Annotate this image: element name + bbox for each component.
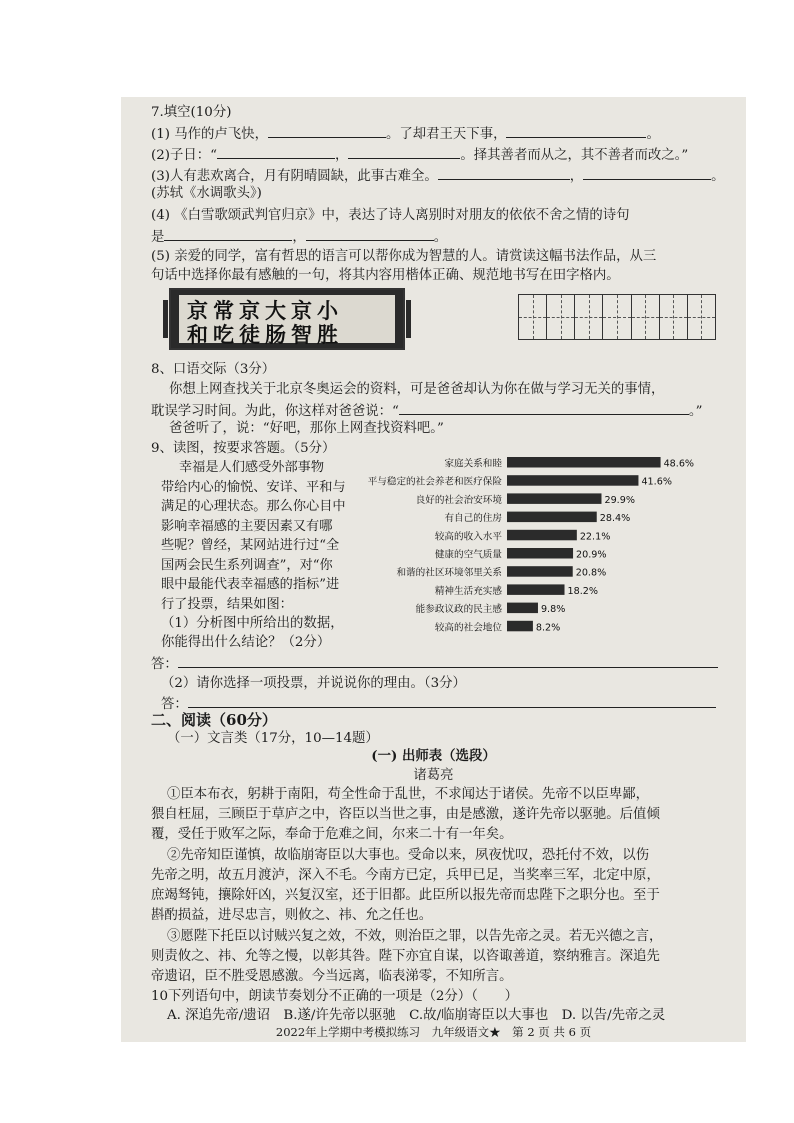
q10-options[interactable]: A. 深追先帝/遗诏 B.遂/许先帝以驱驰 C.故/临崩寄臣以大事也 D. 以告/先帝之灵	[167, 1008, 666, 1023]
grid-cell[interactable]	[575, 295, 603, 339]
blank[interactable]	[306, 226, 434, 241]
value-label: 20.8%	[575, 567, 607, 579]
value-label: 28.4%	[599, 513, 631, 525]
grid-cell[interactable]	[519, 295, 547, 339]
q7-line3: (3)人有悲欢离合，月有阴晴圆缺，此事古难全。 ， 。	[151, 165, 728, 186]
q7-line4: (4) 《白雪歌颂武判官归京》中，表达了诗人离别时对朋友的依依不舍之情的诗句	[151, 208, 630, 223]
page-footer: 2022年上学期中考模拟练习 九年级语文★ 第 2 页 共 6 页	[275, 1025, 592, 1039]
bar	[507, 548, 573, 559]
bar	[507, 566, 573, 577]
q9-sub1b: 你能得出什么结论？（2分）	[161, 635, 331, 650]
grid-cell[interactable]	[688, 295, 715, 339]
category-label: 和谐的社区环境邻里关系	[396, 567, 502, 579]
essay-title: (一) 出师表（选段）	[371, 748, 496, 764]
calligraphy-row-2: 和吃徒肠智胜	[187, 322, 343, 347]
category-label: 平与稳定的社会养老和医疗保险	[367, 476, 502, 488]
calligraphy-row-1: 京常京大京小	[187, 298, 343, 323]
blank[interactable]	[506, 123, 646, 138]
q7-line3-source: (苏轼《水调歌头》)	[151, 186, 262, 201]
q7-title: 7.填空(10分)	[151, 105, 232, 120]
bar	[507, 603, 538, 614]
value-label: 18.2%	[567, 585, 598, 597]
bar	[507, 512, 597, 522]
essay-line: 庶竭驽钝，攘除奸凶，兴复汉室，还于旧都。此臣所以报先帝而忠陛下之职分也。至于	[151, 888, 660, 903]
blank[interactable]	[348, 144, 460, 159]
calligraphy-artwork	[169, 288, 405, 350]
category-label: 能参政议政的民主感	[415, 604, 502, 616]
value-label: 41.6%	[641, 476, 672, 488]
q8-para3: 爸爸听了，说：“好吧，那你上网查找资料吧。”	[169, 421, 444, 436]
section-title: 二、阅读（60分）	[151, 711, 277, 729]
essay-line: ②先帝知臣谨慎，故临崩寄臣以大事也。受命以来，夙夜忧叹，恐托付不效，以伤	[167, 848, 650, 863]
grid-cell[interactable]	[632, 295, 660, 339]
essay-line: 斟酌损益，进尽忠言，则攸之、祎、允之任也。	[151, 908, 433, 923]
q9-intro: 幸福是人们感受外部事物 带给内心的愉悦、安详、平和与 满足的心理状态。那么你心目中 影响幸福感的主要因素又有哪 些呢？曾经，某网站进行过“全 国两会民生系列调查”，对“你 眼中最能代表幸福感的指标”进 行了投票，结果如图：	[161, 460, 346, 612]
q9-answer2: 答：	[161, 693, 728, 714]
value-label: 29.9%	[604, 494, 635, 506]
essay-line: 帝遗诏，臣不胜受恩感激。今当远离，临表涕零，不知所言。	[151, 969, 513, 984]
section-sub: （一）文言类（17分，10—14题）	[167, 731, 379, 746]
essay-author: 诸葛亮	[413, 768, 454, 783]
q8-para1: 你想上网查找关于北京冬奥运会的资料，可是爸爸却认为你在做与学习无关的事情，	[169, 382, 665, 397]
category-label: 良好的社会治安环境	[415, 494, 502, 506]
q7-line5b: 句话中选择你最有感触的一句，将其内容用楷体正确、规范地书写在田字格内。	[151, 268, 620, 283]
essay-line: 覆，受任于败军之际，奉命于危难之间，尔来二十有一年矣。	[151, 827, 513, 842]
q7-line2: (2)子日：“ ， 。择其善者而从之，其不善者而改之。”	[151, 144, 728, 165]
q9-title: 9、读图，按要求答题。（5分）	[151, 441, 336, 456]
q10-stem: 10下列语句中，朗读节奏划分不正确的一项是（2分）（ ）	[151, 989, 519, 1004]
value-label: 22.1%	[579, 531, 611, 543]
answer-blank[interactable]	[399, 400, 689, 415]
essay-line: ③愿陛下托臣以讨贼兴复之效，不效，则治臣之罪，以告先帝之灵。若无兴德之言，	[167, 929, 663, 944]
bar	[507, 457, 661, 468]
q8-title: 8、口语交际（3分）	[151, 362, 276, 377]
value-label: 8.2%	[535, 622, 561, 634]
bar	[507, 584, 565, 595]
grid-cell[interactable]	[603, 295, 631, 339]
bar	[507, 493, 601, 504]
q9-sub1: （1）分析图中所给出的数据，	[161, 616, 344, 631]
blank[interactable]	[164, 226, 292, 241]
value-label: 20.9%	[576, 549, 607, 561]
blank[interactable]	[217, 144, 335, 159]
q9-answer1: 答：	[151, 653, 728, 674]
essay-line: 先帝之明，故五月渡泸，深入不毛。今南方已定，兵甲已足，当奖率三军，北定中原，	[151, 868, 660, 883]
exam-page	[121, 97, 746, 1042]
essay-line: ①臣本布衣，躬耕于南阳，苟全性命于乱世，不求闻达于诸侯。先帝不以臣卑鄙，	[167, 787, 650, 802]
blank[interactable]	[268, 123, 386, 138]
grid-cell[interactable]	[547, 295, 575, 339]
category-label: 较高的社会地位	[434, 622, 502, 634]
q7-line4b: 是 ， 。	[151, 226, 728, 247]
answer-blank[interactable]	[188, 693, 716, 708]
q7-line5: (5) 亲爱的同学，富有哲思的语言可以帮你成为智慧的人。请赏读这幅书法作品，从三	[151, 249, 657, 264]
q9-sub2: （2）请你选择一项投票，并说说你的理由。（3分）	[161, 676, 466, 691]
q8-para2: 耽误学习时间。为此，你这样对爸爸说：“ 。”	[151, 400, 728, 421]
q7-line1: (1) 马作的卢飞快， 。了却君王天下事， 。	[151, 123, 728, 144]
category-label: 精神生活充实感	[434, 585, 502, 597]
category-label: 健康的空气质量	[434, 549, 502, 561]
blank[interactable]	[583, 165, 711, 180]
bar	[507, 530, 577, 541]
bar	[507, 475, 638, 486]
essay-line: 猥自枉屈，三顾臣于草庐之中，咨臣以当世之事，由是感激，遂许先帝以驱驰。后值倾	[151, 807, 660, 822]
grid-cell[interactable]	[660, 295, 688, 339]
writing-grid[interactable]	[518, 294, 716, 340]
category-label: 家庭关系和睦	[444, 458, 502, 470]
category-label: 有自己的住房	[444, 513, 502, 525]
category-label: 较高的收入水平	[434, 531, 502, 543]
value-label: 48.6%	[663, 458, 695, 470]
value-label: 9.8%	[540, 604, 566, 616]
essay-line: 则责攸之、祎、允等之慢，以彰其咎。陛下亦宜自谋，以咨诹善道，察纳雅言。深追先	[151, 949, 660, 964]
blank[interactable]	[438, 165, 570, 180]
answer-blank[interactable]	[178, 653, 718, 668]
